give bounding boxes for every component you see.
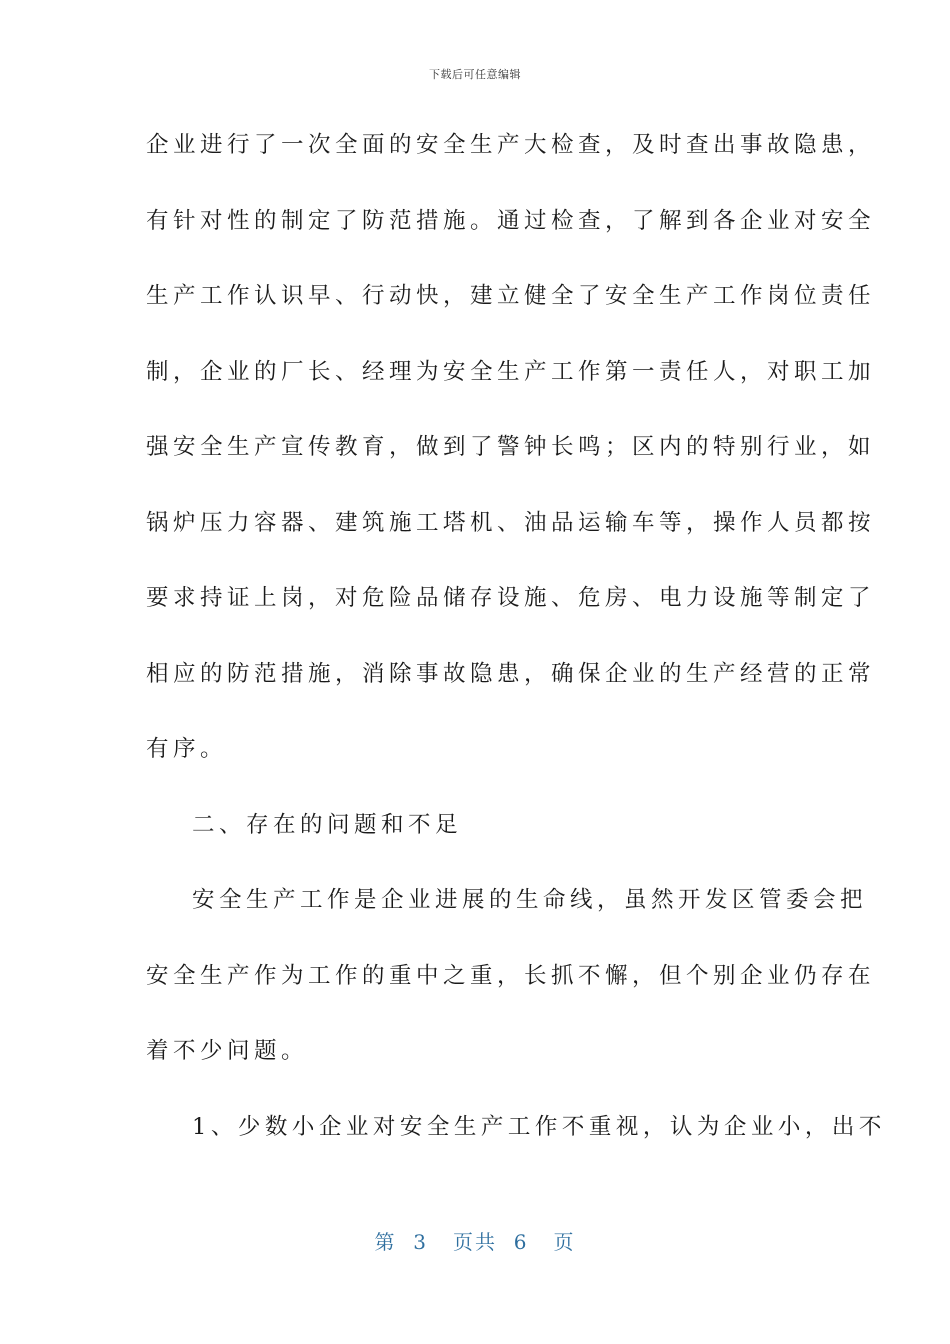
current-page-number: 3: [413, 1230, 428, 1254]
list-item-line: 1、少数小企业对安全生产工作不重视，认为企业小，出不: [192, 1113, 886, 1140]
paragraph-line: 相应的防范措施，消除事故隐患，确保企业的生产经营的正常: [146, 660, 876, 687]
paragraph-line: 锅炉压力容器、建筑施工塔机、油品运输车等，操作人员都按: [146, 509, 876, 536]
page-number-footer: [0, 1226, 950, 1255]
section-heading: 二、存在的问题和不足: [192, 811, 463, 838]
paragraph-line: 有序。: [146, 736, 228, 762]
page-header-note: 下载后可任意编辑: [429, 68, 521, 81]
paragraph-line: 安全生产作为工作的重中之重，长抓不懈，但个别企业仍存在: [146, 962, 876, 989]
paragraph-line: 有针对性的制定了防范措施。通过检查，了解到各企业对安全: [146, 207, 876, 234]
paragraph-line: 制，企业的厂长、经理为安全生产工作第一责任人，对职工加: [146, 358, 876, 385]
paragraph-line: 着不少问题。: [146, 1038, 309, 1064]
document-body: [146, 128, 886, 1185]
paragraph-line: 生产工作认识早、行动快，建立健全了安全生产工作岗位责任: [146, 283, 876, 309]
page-suffix: 页: [553, 1230, 576, 1254]
paragraph-line: 企业进行了一次全面的安全生产大检查，及时查出事故隐患，: [146, 132, 876, 158]
paragraph-line: 要求持证上岗，对危险品储存设施、危房、电力设施等制定了: [146, 585, 876, 611]
paragraph-line: 安全生产工作是企业进展的生命线，虽然开发区管委会把: [192, 887, 868, 913]
page-prefix: 第: [374, 1230, 397, 1254]
page-middle-text: 页共: [453, 1230, 497, 1254]
paragraph-line: 强安全生产宣传教育，做到了警钟长鸣；区内的特别行业，如: [146, 434, 876, 460]
total-pages-number: 6: [513, 1230, 529, 1254]
